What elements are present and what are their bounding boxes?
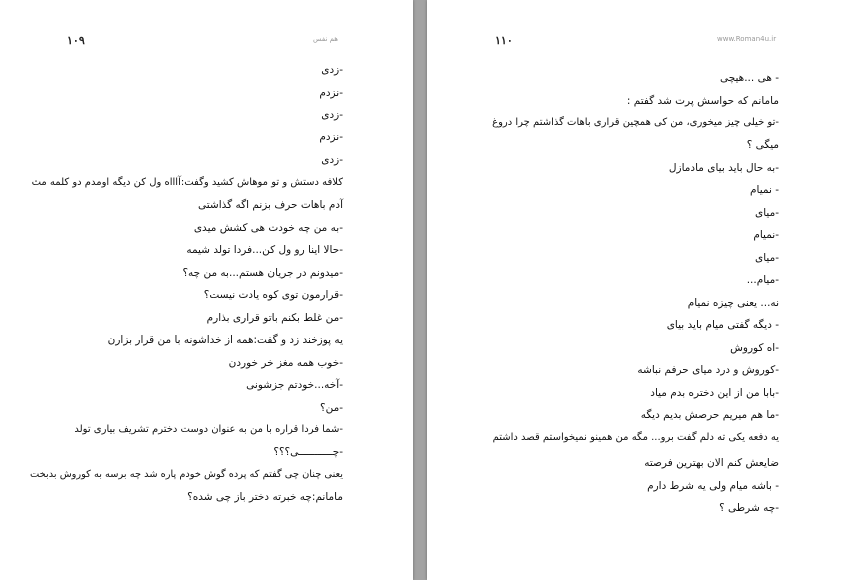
running-header: www.Roman4u.ir: [717, 35, 777, 43]
text-line: -میای: [755, 207, 779, 219]
text-line: یعنی چنان چی گفتم که پرده گوش خودم پاره شد چه برسه به کوروش بدبخت: [30, 469, 343, 480]
text-line: مامانم که حواسش پرت شد گفتم :: [626, 95, 779, 107]
text-line: -نزدم: [319, 131, 343, 143]
text-line: - دیگه گفتی میام باید بیای: [666, 319, 779, 331]
book-page-left: [0, 0, 413, 580]
text-line: -میای: [755, 252, 779, 264]
text-line: -بابا من از این دختره بدم میاد: [650, 387, 779, 399]
text-line: -میام...: [746, 274, 779, 286]
text-line: -به من چه خودت هی کشش میدی: [193, 222, 343, 234]
text-line: -کوروش و درد میای حرفم نباشه: [637, 364, 779, 376]
text-line: - نمیام: [750, 184, 779, 196]
text-line: - هی ...هیچی: [719, 72, 779, 84]
text-line: -چه شرطی ؟: [719, 502, 779, 514]
text-line: -تو خیلی چیز میخوری، من کی همچین قراری باهات گذاشتم چرا دروغ: [492, 117, 779, 128]
text-line: -من؟: [320, 402, 343, 414]
running-header: هم نفس: [313, 35, 338, 43]
text-line: -قرارمون توی کوه یادت نیست؟: [203, 289, 343, 301]
text-line: -زدی: [321, 154, 343, 166]
text-line: یه دفعه یکی ته دلم گفت برو... مگه من همینو نمیخواستم قصد داشتم: [492, 432, 779, 443]
text-line: آدم باهات حرف بزنم اگه گذاشتی: [197, 199, 343, 211]
text-line: -زدی: [321, 109, 343, 121]
text-line: -اه کوروش: [730, 342, 779, 354]
text-line: نه... یعنی چیزه نمیام: [687, 297, 779, 309]
text-line: -خوب همه مغز خر خوردن: [228, 357, 343, 369]
text-line: -من غلط بکنم باتو قراری بذارم: [206, 312, 343, 324]
text-line: -نمیام: [753, 229, 779, 241]
text-line: -میدونم در جریان هستم...به من چه؟: [182, 267, 343, 279]
text-line: -نزدم: [319, 87, 343, 99]
text-line: -حالا اینا رو ول کن...فردا تولد شیمه: [186, 244, 343, 256]
page-number: ۱۰۹: [67, 34, 85, 47]
text-line: -زدی: [321, 64, 343, 76]
text-line: میگی ؟: [746, 139, 779, 151]
text-line: -آخه...خودتم جزشونی: [246, 379, 343, 391]
text-line: - باشه میام ولی یه شرط دارم: [647, 480, 779, 492]
page-number: ۱۱۰: [495, 34, 513, 47]
text-line: مامانم:چه خبرته دختر باز چی شده؟: [187, 491, 343, 503]
text-line: -ما هم میریم حرصش بدیم دیگه: [640, 409, 779, 421]
text-line: کلافه دستش و تو موهاش کشید وگفت:آاااه ول کن دیگه اومدم دو کلمه مث: [31, 177, 343, 188]
text-line: ضایعش کنم الان بهترین فرصته: [644, 457, 779, 469]
book-page-right: [427, 0, 847, 580]
text-line: یه پوزخند زد و گفت:همه از خداشونه با من قرار بزارن: [107, 334, 343, 346]
text-line: -به حال باید بیای مادمازل: [668, 162, 779, 174]
text-line: -شما فردا قراره با من به عنوان دوست دخترم تشریف بیاری تولد: [74, 424, 343, 435]
text-line: -چـــــــــــی؟؟؟: [273, 446, 343, 458]
